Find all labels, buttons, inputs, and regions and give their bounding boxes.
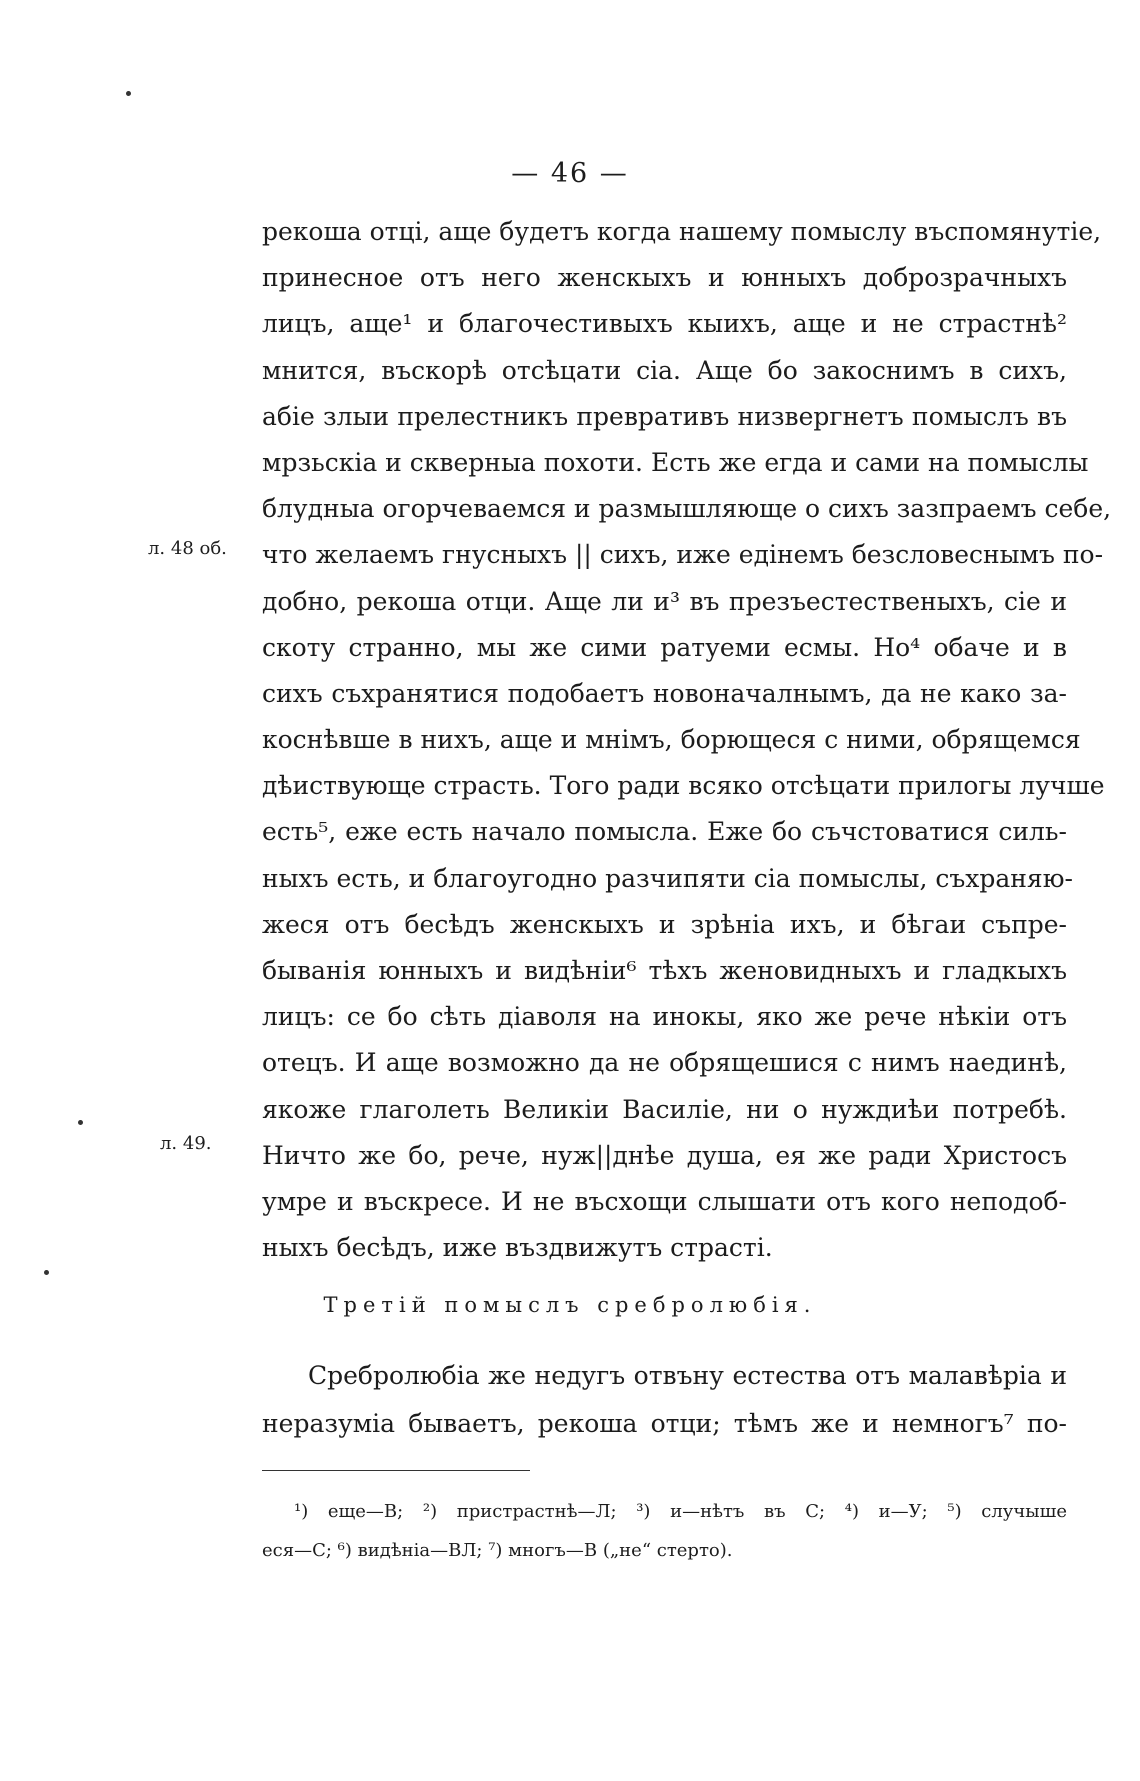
text-line: умре и въскресе. И не въсхощи слышати отъ кого неподоб-	[262, 1186, 1067, 1216]
text-line: мрзьскіа и скверныа похоти. Есть же егда и сами на помыслы	[262, 447, 1089, 477]
text-line: лицъ: се бо сѣть діаволя на инокы, яко же рече нѣкіи отъ	[262, 1002, 1067, 1032]
text-line: Сребролюбіа же недугъ отвъну естества отъ малавѣріа и	[308, 1361, 1067, 1390]
text-line: лицъ, аще¹ и благочестивыхъ кыихъ, аще и не страстнѣ²	[262, 309, 1067, 339]
text-line: жеся отъ бесѣдъ женскыхъ и зрѣніа ихъ, и бѣгаи съпре-	[262, 909, 1067, 939]
text-line: что желаемъ гнусныхъ || сихъ, иже едінемъ безсловеснымъ по-	[262, 540, 1104, 570]
footnote-divider	[262, 1470, 530, 1471]
text-line: блудныа огорчеваемся и размышляюще о сихъ зазпраемъ себе,	[262, 494, 1112, 524]
text-line: дѣиствующе страсть. Того ради всяко отсѣцати прилогы лучше	[262, 771, 1105, 801]
text-line: рекоша отці, аще будетъ когда нашему помыслу въспомянутіе,	[262, 217, 1102, 246]
footnote-line: ¹) еще—В; ²) пристрастнѣ—Л; ³) и—нѣтъ въ С; ⁴) и—У; ⁵) случыше	[294, 1501, 1067, 1522]
text-line: быванія юнныхъ и видѣніи⁶ тѣхъ женовидныхъ и гладкыхъ	[262, 956, 1067, 985]
footnote-line: еся—С; ⁶) видѣніа—ВЛ; ⁷) многъ—В („не“ стерто).	[262, 1540, 733, 1561]
text-line: отецъ. И аще возможно да не обрящешися с нимъ наединѣ,	[262, 1048, 1067, 1078]
text-line: неразуміа бываетъ, рекоша отци; тѣмъ же и немногъ⁷ по-	[262, 1409, 1067, 1438]
text-line: ныхъ есть, и благоугодно разчипяти сіа помыслы, съхраняю-	[262, 863, 1073, 893]
second-paragraph	[262, 1352, 1067, 1448]
text-line: сихъ съхранятися подобаетъ новоначалнымъ, да не како за-	[262, 678, 1067, 708]
margin-note-folio-49: л. 49.	[160, 1133, 212, 1154]
text-line: якоже глаголеть Великіи Василіе, ни о нуждиѣи потребѣ.	[262, 1094, 1067, 1124]
margin-note-folio-48: л. 48 об.	[148, 538, 227, 559]
text-line: Ничто же бо, рече, нуж||днѣе душа, ея же ради Христосъ	[262, 1140, 1067, 1170]
text-line: коснѣвше в нихъ, аще и мнімъ, борющеся с ними, обрящемся	[262, 725, 1081, 755]
text-line: добно, рекоша отци. Аще ли и³ въ презъестественыхъ, сіе и	[262, 586, 1067, 616]
text-line: абіе злыи прелестникъ превративъ низвергнетъ помыслъ въ	[262, 401, 1067, 431]
speck-mark	[44, 1270, 49, 1275]
main-text	[262, 209, 1112, 1271]
text-line: скоту странно, мы же сими ратуеми есмы. Но⁴ обаче и в	[262, 632, 1067, 662]
section-heading: Третій помыслъ сребролюбія.	[323, 1293, 817, 1317]
speck-mark	[78, 1120, 83, 1125]
footnotes	[262, 1492, 1067, 1570]
text-line: принесное отъ него женскыхъ и юнныхъ доброзрачныхъ	[262, 263, 1067, 293]
speck-mark	[126, 91, 131, 96]
page-number: — 46 —	[511, 158, 629, 189]
text-line: есть⁵, еже есть начало помысла. Еже бо съчстоватися силь-	[262, 817, 1067, 847]
text-line: мнится, въскорѣ отсѣцати сіа. Аще бо закоснимъ в сихъ,	[262, 355, 1067, 385]
text-line: ныхъ бесѣдъ, иже въздвижутъ страсті.	[262, 1233, 773, 1263]
